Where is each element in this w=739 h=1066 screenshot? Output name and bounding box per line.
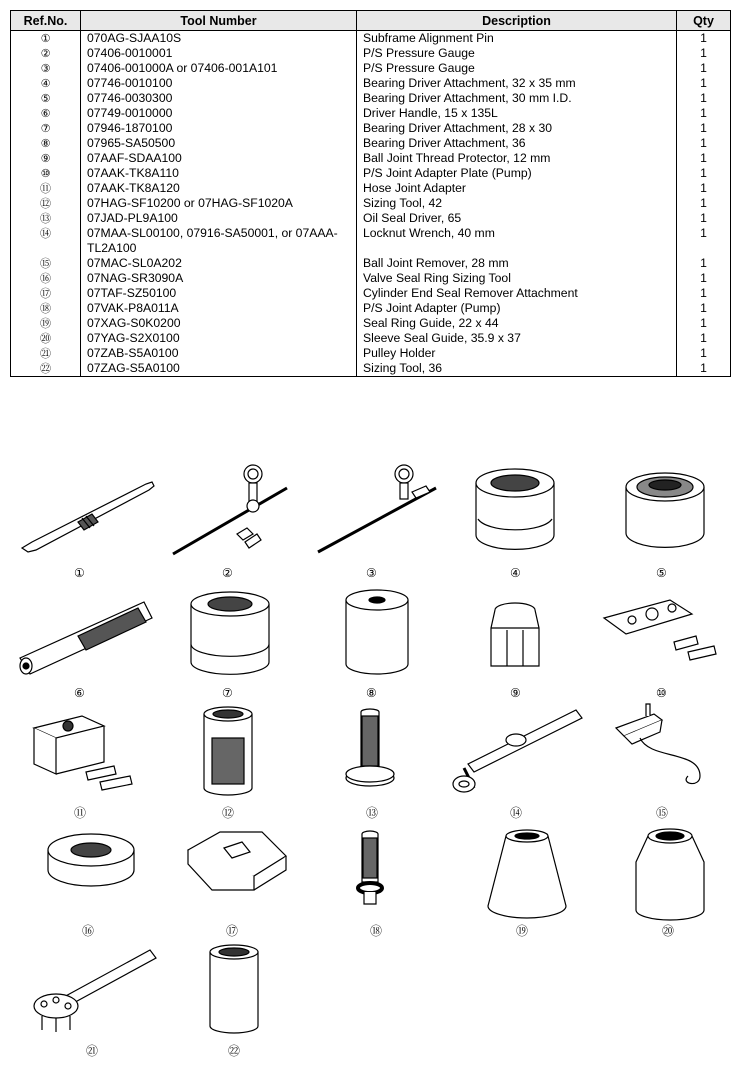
illustration-20 — [630, 826, 710, 921]
ref-label-19: ⑲ — [516, 924, 529, 938]
tool-number-cell: 07946-1870100 — [81, 121, 357, 136]
table-row — [11, 256, 731, 271]
header-description: Description — [357, 11, 677, 31]
ref-cell: ㉒ — [11, 361, 81, 377]
description-cell: P/S Pressure Gauge — [357, 46, 677, 61]
alignment-pin-icon — [18, 470, 158, 560]
table-row — [11, 331, 731, 346]
illustration-9 — [485, 600, 545, 680]
ref-cell: ⑤ — [11, 91, 81, 106]
seal-remover-icon — [184, 826, 294, 906]
ref-cell: ⑱ — [11, 301, 81, 316]
illustration-8 — [342, 586, 412, 681]
ref-cell: ⑫ — [11, 196, 81, 211]
qty-cell: 1 — [677, 31, 731, 47]
description-cell: Sizing Tool, 42 — [357, 196, 677, 211]
ref-cell: ⑧ — [11, 136, 81, 151]
ref-label-6: ⑥ — [74, 686, 85, 700]
ref-label-7: ⑦ — [222, 686, 233, 700]
header-tool-number: Tool Number — [81, 11, 357, 31]
table-row — [11, 151, 731, 166]
illustration-22 — [204, 942, 264, 1037]
sizing-tool-icon — [204, 942, 264, 1037]
table-row — [11, 301, 731, 316]
illustration-11 — [30, 712, 140, 797]
description-cell: Pulley Holder — [357, 346, 677, 361]
tool-number-cell: 07746-0030300 — [81, 91, 357, 106]
table-row — [11, 211, 731, 226]
qty-cell: 1 — [677, 256, 731, 271]
driver-handle-icon — [16, 592, 156, 682]
qty-cell: 1 — [677, 46, 731, 61]
description-cell: Sleeve Seal Guide, 35.9 x 37 — [357, 331, 677, 346]
ref-label-17: ⑰ — [226, 924, 239, 938]
qty-cell: 1 — [677, 316, 731, 331]
ref-label-11: ⑪ — [74, 806, 87, 820]
table-row — [11, 91, 731, 106]
ref-cell: ⑩ — [11, 166, 81, 181]
tool-number-cell: 07VAK-P8A011A — [81, 301, 357, 316]
ref-label-2: ② — [222, 566, 233, 580]
ref-cell: ⑬ — [11, 211, 81, 226]
illustration-4 — [470, 465, 560, 560]
ref-cell: ⑰ — [11, 286, 81, 301]
driver-attachment-icon — [185, 588, 275, 683]
tool-number-cell: 07965-SA50500 — [81, 136, 357, 151]
locknut-wrench-icon — [448, 706, 588, 796]
tool-number-cell: 07HAG-SF10200 or 07HAG-SF1020A — [81, 196, 357, 211]
description-cell: P/S Joint Adapter (Pump) — [357, 301, 677, 316]
sizing-tool-icon — [198, 704, 258, 799]
description-cell: Ball Joint Remover, 28 mm — [357, 256, 677, 271]
ref-label-18: ⑱ — [370, 924, 383, 938]
table-row — [11, 121, 731, 136]
ref-cell: ⑳ — [11, 331, 81, 346]
description-cell: P/S Pressure Gauge — [357, 61, 677, 76]
illustration-2 — [165, 462, 295, 562]
tool-number-cell: 07406-001000A or 07406-001A101 — [81, 61, 357, 76]
tool-number-cell: 07749-0010000 — [81, 106, 357, 121]
description-cell: Sizing Tool, 36 — [357, 361, 677, 377]
ref-cell: ⑪ — [11, 181, 81, 196]
illustration-3 — [312, 462, 442, 562]
table-row — [11, 346, 731, 361]
ref-cell: ⑨ — [11, 151, 81, 166]
ref-cell: ⑭ — [11, 226, 81, 256]
driver-attachment-icon — [342, 586, 412, 681]
illustration-21 — [22, 944, 162, 1039]
table-row — [11, 316, 731, 331]
illustration-16 — [44, 828, 139, 898]
ref-cell: ㉑ — [11, 346, 81, 361]
tool-number-cell: 07XAG-S0K0200 — [81, 316, 357, 331]
pressure-gauge-icon — [165, 462, 295, 562]
table-header-row — [11, 11, 731, 31]
tool-number-cell: 07ZAG-S5A0100 — [81, 361, 357, 377]
qty-cell: 1 — [677, 226, 731, 256]
illustration-19 — [482, 826, 572, 921]
ref-label-22: ㉒ — [228, 1044, 241, 1058]
tool-number-cell: 07406-0010001 — [81, 46, 357, 61]
qty-cell: 1 — [677, 346, 731, 361]
ref-label-14: ⑭ — [510, 806, 523, 820]
description-cell: Locknut Wrench, 40 mm — [357, 226, 677, 256]
illustration-7 — [185, 588, 275, 683]
qty-cell: 1 — [677, 196, 731, 211]
tool-number-cell: 07JAD-PL9A100 — [81, 211, 357, 226]
ref-label-8: ⑧ — [366, 686, 377, 700]
qty-cell: 1 — [677, 106, 731, 121]
qty-cell: 1 — [677, 271, 731, 286]
illustration-1 — [18, 470, 158, 560]
ref-label-21: ㉑ — [86, 1044, 99, 1058]
description-cell: P/S Joint Adapter Plate (Pump) — [357, 166, 677, 181]
table-row — [11, 181, 731, 196]
illustration-10 — [600, 596, 725, 676]
qty-cell: 1 — [677, 181, 731, 196]
ref-label-10: ⑩ — [656, 686, 667, 700]
ref-label-12: ⑫ — [222, 806, 235, 820]
ref-label-20: ⑳ — [662, 924, 675, 938]
description-cell: Seal Ring Guide, 22 x 44 — [357, 316, 677, 331]
ref-label-4: ④ — [510, 566, 521, 580]
description-cell: Subframe Alignment Pin — [357, 31, 677, 47]
tool-number-cell: 07MAA-SL00100, 07916-SA50001, or 07AAA-TL2A100 — [81, 226, 357, 256]
description-cell: Valve Seal Ring Sizing Tool — [357, 271, 677, 286]
table-row — [11, 76, 731, 91]
ref-label-9: ⑨ — [510, 686, 521, 700]
header-qty: Qty — [677, 11, 731, 31]
table-row — [11, 196, 731, 211]
ref-label-16: ⑯ — [82, 924, 95, 938]
ref-cell: ⑮ — [11, 256, 81, 271]
qty-cell: 1 — [677, 286, 731, 301]
driver-attachment-icon — [620, 465, 710, 560]
sizing-ring-icon — [44, 828, 139, 898]
tool-number-cell: 070AG-SJAA10S — [81, 31, 357, 47]
table-row — [11, 361, 731, 377]
qty-cell: 1 — [677, 166, 731, 181]
tool-number-cell: 07MAC-SL0A202 — [81, 256, 357, 271]
description-cell: Bearing Driver Attachment, 28 x 30 — [357, 121, 677, 136]
illustration-15 — [610, 700, 720, 795]
qty-cell: 1 — [677, 91, 731, 106]
qty-cell: 1 — [677, 211, 731, 226]
table-row — [11, 271, 731, 286]
joint-adapter-icon — [350, 828, 390, 918]
qty-cell: 1 — [677, 301, 731, 316]
illustration-14 — [448, 706, 588, 796]
tool-number-cell: 07TAF-SZ50100 — [81, 286, 357, 301]
description-cell: Cylinder End Seal Remover Attachment — [357, 286, 677, 301]
ref-cell: ⑦ — [11, 121, 81, 136]
description-cell: Driver Handle, 15 x 135L — [357, 106, 677, 121]
tool-number-cell: 07AAF-SDAA100 — [81, 151, 357, 166]
ref-cell: ② — [11, 46, 81, 61]
tool-number-cell: 07YAG-S2X0100 — [81, 331, 357, 346]
qty-cell: 1 — [677, 121, 731, 136]
illustration-5 — [620, 465, 710, 560]
illustration-17 — [184, 826, 294, 906]
ref-label-3: ③ — [366, 566, 377, 580]
illustration-12 — [198, 704, 258, 799]
seal-ring-guide-icon — [482, 826, 572, 921]
description-cell: Ball Joint Thread Protector, 12 mm — [357, 151, 677, 166]
ref-cell: ① — [11, 31, 81, 47]
qty-cell: 1 — [677, 151, 731, 166]
ref-cell: ⑲ — [11, 316, 81, 331]
joint-adapter-icon — [30, 712, 140, 797]
table-row — [11, 166, 731, 181]
illustration-6 — [16, 592, 156, 682]
ref-label-13: ⑬ — [366, 806, 379, 820]
table-row — [11, 46, 731, 61]
seal-driver-icon — [340, 706, 400, 796]
qty-cell: 1 — [677, 136, 731, 151]
description-cell: Bearing Driver Attachment, 36 — [357, 136, 677, 151]
illustration-13 — [340, 706, 400, 796]
description-cell: Hose Joint Adapter — [357, 181, 677, 196]
pulley-holder-icon — [22, 944, 162, 1039]
table-row — [11, 286, 731, 301]
table-row — [11, 106, 731, 121]
ball-joint-remover-icon — [610, 700, 720, 795]
table-row — [11, 226, 731, 256]
table-row — [11, 136, 731, 151]
table-row — [11, 31, 731, 47]
tool-number-cell: 07AAK-TK8A110 — [81, 166, 357, 181]
qty-cell: 1 — [677, 331, 731, 346]
tool-number-cell: 07NAG-SR3090A — [81, 271, 357, 286]
ref-label-5: ⑤ — [656, 566, 667, 580]
ref-label-1: ① — [74, 566, 85, 580]
tool-number-cell: 07746-0010100 — [81, 76, 357, 91]
ref-label-15: ⑮ — [656, 806, 669, 820]
sleeve-seal-guide-icon — [630, 826, 710, 921]
thread-protector-icon — [485, 600, 545, 680]
description-cell: Oil Seal Driver, 65 — [357, 211, 677, 226]
tool-number-cell: 07ZAB-S5A0100 — [81, 346, 357, 361]
illustration-18 — [350, 828, 390, 918]
ref-cell: ⑯ — [11, 271, 81, 286]
tool-number-cell: 07AAK-TK8A120 — [81, 181, 357, 196]
qty-cell: 1 — [677, 76, 731, 91]
qty-cell: 1 — [677, 361, 731, 377]
qty-cell: 1 — [677, 61, 731, 76]
table-row — [11, 61, 731, 76]
description-cell: Bearing Driver Attachment, 32 x 35 mm — [357, 76, 677, 91]
ref-cell: ③ — [11, 61, 81, 76]
pressure-gauge-icon — [312, 462, 442, 562]
adapter-plate-icon — [600, 596, 725, 676]
tools-table — [10, 10, 731, 377]
ref-cell: ④ — [11, 76, 81, 91]
ref-cell: ⑥ — [11, 106, 81, 121]
header-ref-no: Ref.No. — [11, 11, 81, 31]
description-cell: Bearing Driver Attachment, 30 mm I.D. — [357, 91, 677, 106]
driver-attachment-icon — [470, 465, 560, 560]
